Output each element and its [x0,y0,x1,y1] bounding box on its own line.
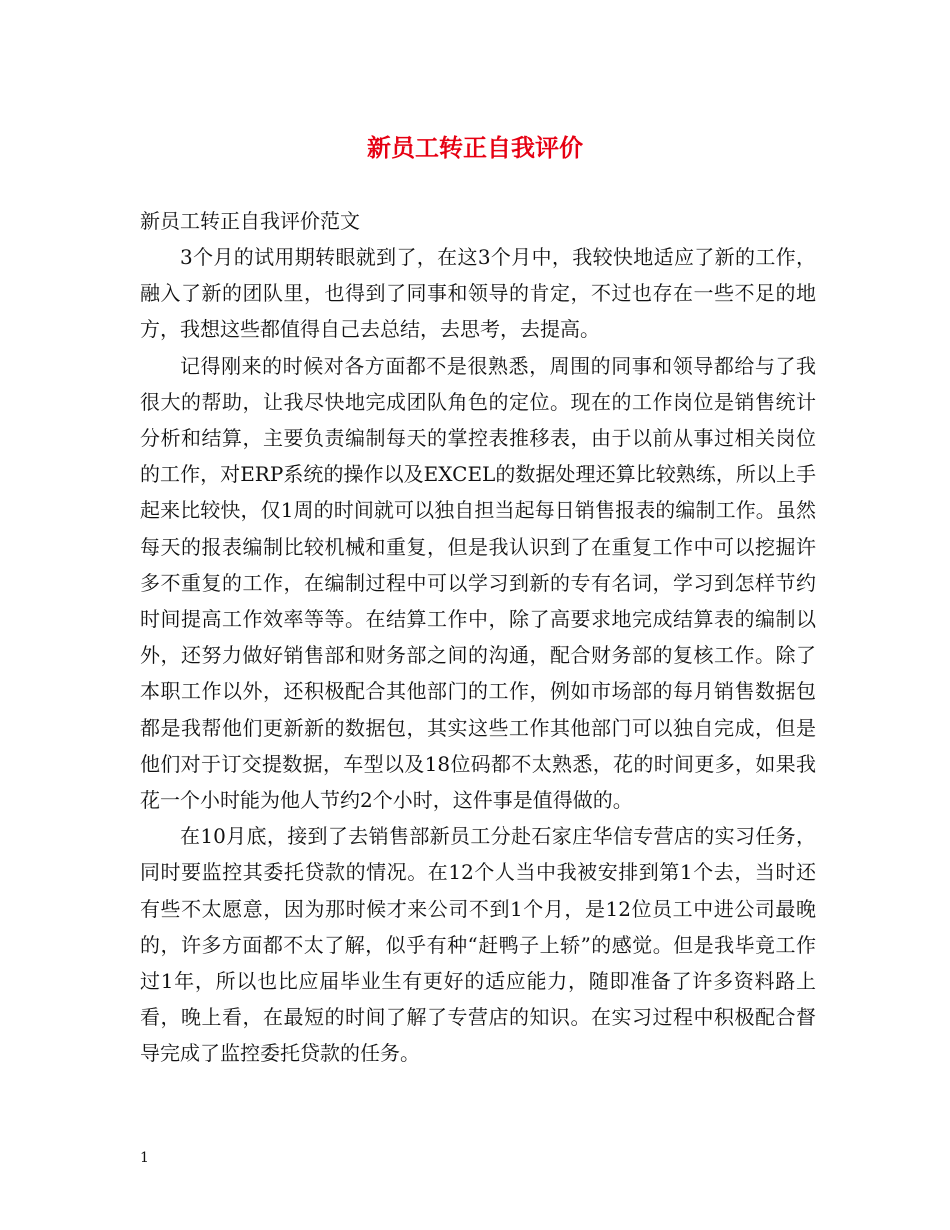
paragraph-1: 3个月的试用期转眼就到了，在这3个月中，我较快地适应了新的工作，融入了新的团队里，也得到了同事和领导的肯定，不过也存在一些不足的地方，我想这些都值得自己去总结，去思考，去提高。 [140,245,816,342]
document-subtitle: 新员工转正自我评价范文 [140,209,360,233]
paragraph-3: 在10月底，接到了去销售部新员工分赴石家庄华信专营店的实习任务，同时要监控其委托贷款的情况。在12个人当中我被安排到第1个去，当时还有些不太愿意，因为那时候才来公司不到1个月，是12位员工中进公司最晚的，许多方面都不太了解，似乎有种“赶鸭子上轿”的感觉。但是我毕竟工作过1年，所以也比应届毕业生有更好的适应能力，随即准备了许多资料路上看，晚上看，在最短的时间了解了专营店的知识。在实习过程中积极配合督导完成了监控委托贷款的任务。 [140,824,816,1066]
document-title: 新员工转正自我评价 [367,133,583,162]
page-number: 1 [140,1150,149,1166]
paragraph-2: 记得刚来的时候对各方面都不是很熟悉，周围的同事和领导都给与了我很大的帮助，让我尽快地完成团队角色的定位。现在的工作岗位是销售统计分析和结算，主要负责编制每天的掌控表推移表，由于以前从事过相关岗位的工作，对ERP系统的操作以及EXCEL的数据处理还算比较熟练，所以上手起来比较快，仅1周的时间就可以独自担当起每日销售报表的编制工作。虽然每天的报表编制比较机械和重复，但是我认识到了在重复工作中可以挖掘许多不重复的工作，在编制过程中可以学习到新的专有名词，学习到怎样节约时间提高工作效率等等。在结算工作中，除了高要求地完成结算表的编制以外，还努力做好销售部和财务部之间的沟通，配合财务部的复核工作。除了本职工作以外，还积极配合其他部门的工作，例如市场部的每月销售数据包都是我帮他们更新新的数据包，其实这些工作其他部门可以独自完成，但是他们对于订交提数据，车型以及18位码都不太熟悉，花的时间更多，如果我花一个小时能为他人节约2个小时，这件事是值得做的。 [140,353,816,813]
document-body [140,239,816,1072]
